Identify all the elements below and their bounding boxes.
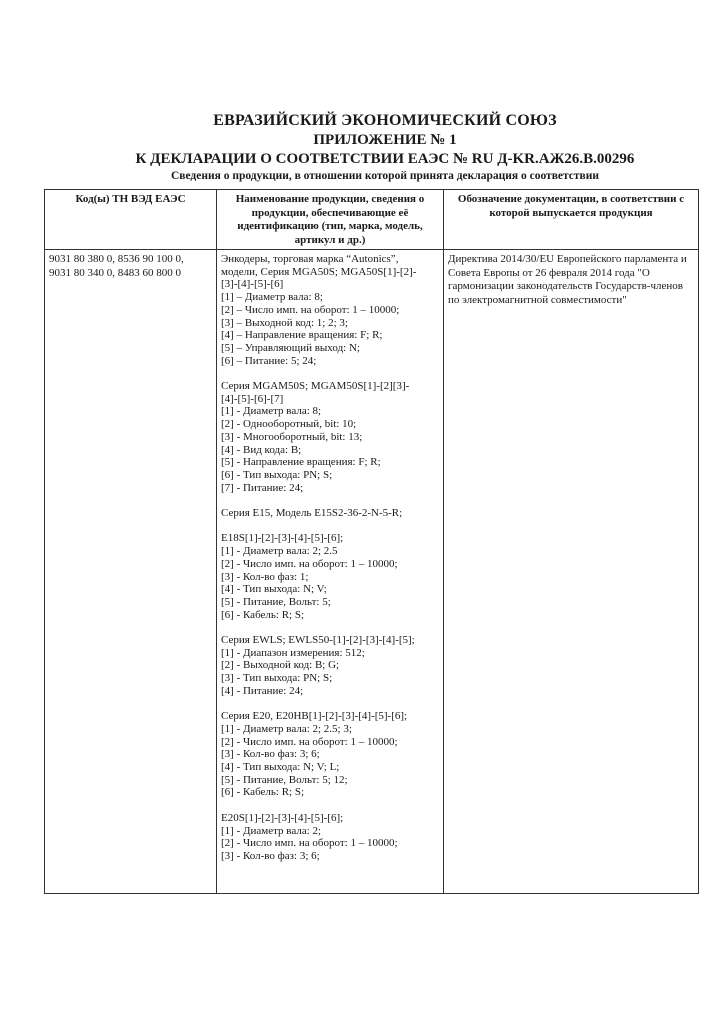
code-line: 9031 80 380 0, 8536 90 100 0, [49,253,184,265]
document-subtitle: Сведения о продукции, в отношении которой принята декларация о соответствии [170,170,600,182]
product-line: [5] - Питание, Вольт: 5; [221,595,331,608]
product-table [44,189,699,894]
product-line: [7] - Питание: 24; [221,481,304,494]
product-line: [1] - Диапазон измерения: 512; [221,646,365,659]
blank-line [221,799,439,812]
product-line: [6] - Кабель: R; S; [221,786,305,799]
product-line: [5] - Направление вращения: F; R; [221,456,381,469]
product-line: E18S[1]-[2]-[3]-[4]-[5]-[6]; [221,532,344,545]
product-line: [2] - Число имп. на оборот: 1 – 10000; [221,735,398,748]
product-line: [3]-[4]-[5]-[6] [221,278,284,291]
blank-line [221,520,439,533]
docs-text: Директива 2014/30/EU Европейского парламента и Совета Европы от 26 февраля 2014 года "О гармонизации законодательств Государств-членов по электромагнитной совместимости" [448,253,687,306]
product-line: [2] - Однооборотный, bit: 10; [221,418,357,431]
product-line: [1] - Диаметр вала: 2; 2.5; 3; [221,722,352,735]
document-header [40,111,724,184]
product-line: [1] - Диаметр вала: 8; [221,405,322,418]
product-description [217,250,443,893]
product-line: [5] – Управляющий выход: N; [221,341,360,354]
product-line: [1] - Диаметр вала: 2; [221,824,322,837]
product-cell [217,250,444,894]
product-line: [3] - Кол-во фаз: 1; [221,570,309,583]
table-header-row [45,190,699,250]
product-line: [1] - Диаметр вала: 2; 2.5 [221,545,338,558]
product-line: [1] – Диаметр вала: 8; [221,291,323,304]
header-product: Наименование продукции, сведения о продукции, обеспечивающие её идентификацию (тип, марка, модель, артикул и др.) [217,190,444,250]
product-line: Серия MGAM50S; MGAM50S[1]-[2][3]- [221,380,410,393]
product-line: модели, Серия MGA50S; MGA50S[1]-[2]- [221,265,417,278]
product-line: [3] - Кол-во фаз: 3; 6; [221,849,320,862]
blank-line [221,367,439,380]
product-line: [3] - Тип выхода: PN; S; [221,672,333,685]
product-line: Серия EWLS; EWLS50-[1]-[2]-[3]-[4]-[5]; [221,634,415,647]
table-row [45,250,699,894]
blank-line [221,494,439,507]
product-line: [6] – Питание: 5; 24; [221,354,317,367]
code-line: 9031 80 340 0, 8483 60 800 0 [49,266,181,279]
product-line: [4] - Тип выхода: N; V; L; [221,761,340,774]
org-title: ЕВРАЗИЙСКИЙ ЭКОНОМИЧЕСКИЙ СОЮЗ [213,112,557,129]
product-line: [4] - Вид кода: B; [221,443,302,456]
product-line: Энкодеры, торговая марка “Autonics”, [221,253,399,265]
codes-cell [45,250,217,894]
product-line: [5] - Питание, Вольт: 5; 12; [221,773,348,786]
header-docs: Обозначение документации, в соответствии с которой выпускается продукция [444,190,699,250]
product-line: [2] - Число имп. на оборот: 1 – 10000; [221,837,398,850]
annex-title: ПРИЛОЖЕНИЕ № 1 [313,132,457,148]
product-line: E20S[1]-[2]-[3]-[4]-[5]-[6]; [221,811,344,824]
blank-line [221,621,439,634]
declaration-title: К ДЕКЛАРАЦИИ О СООТВЕТСТВИИ ЕАЭС № RU Д-KR.АЖ26.В.00296 [135,151,635,167]
product-line: [4] - Питание: 24; [221,684,304,697]
product-line: [6] - Кабель: R; S; [221,608,305,621]
product-line: Серия E15, Модель E15S2-36-2-N-5-R; [221,507,403,520]
product-line: [3] - Кол-во фаз: 3; 6; [221,748,320,761]
product-line: [2] – Число имп. на оборот: 1 – 10000; [221,303,400,316]
product-line: [3] - Многооборотный, bit: 13; [221,430,363,443]
product-line: [4] – Направление вращения: F; R; [221,329,383,342]
docs-cell [444,250,699,894]
product-line: [4] - Тип выхода: N; V; [221,583,327,596]
product-line: [3] – Выходной код: 1; 2; 3; [221,316,348,329]
product-line: [2] - Число имп. на оборот: 1 – 10000; [221,557,398,570]
product-line: [6] - Тип выхода: PN; S; [221,468,333,481]
blank-line [221,698,439,711]
header-codes: Код(ы) ТН ВЭД ЕАЭС [45,190,217,250]
product-line: Серия E20, E20HB[1]-[2]-[3]-[4]-[5]-[6]; [221,710,408,723]
product-line: [4]-[5]-[6]-[7] [221,392,284,405]
product-line: [2] - Выходной код: B; G; [221,659,340,672]
